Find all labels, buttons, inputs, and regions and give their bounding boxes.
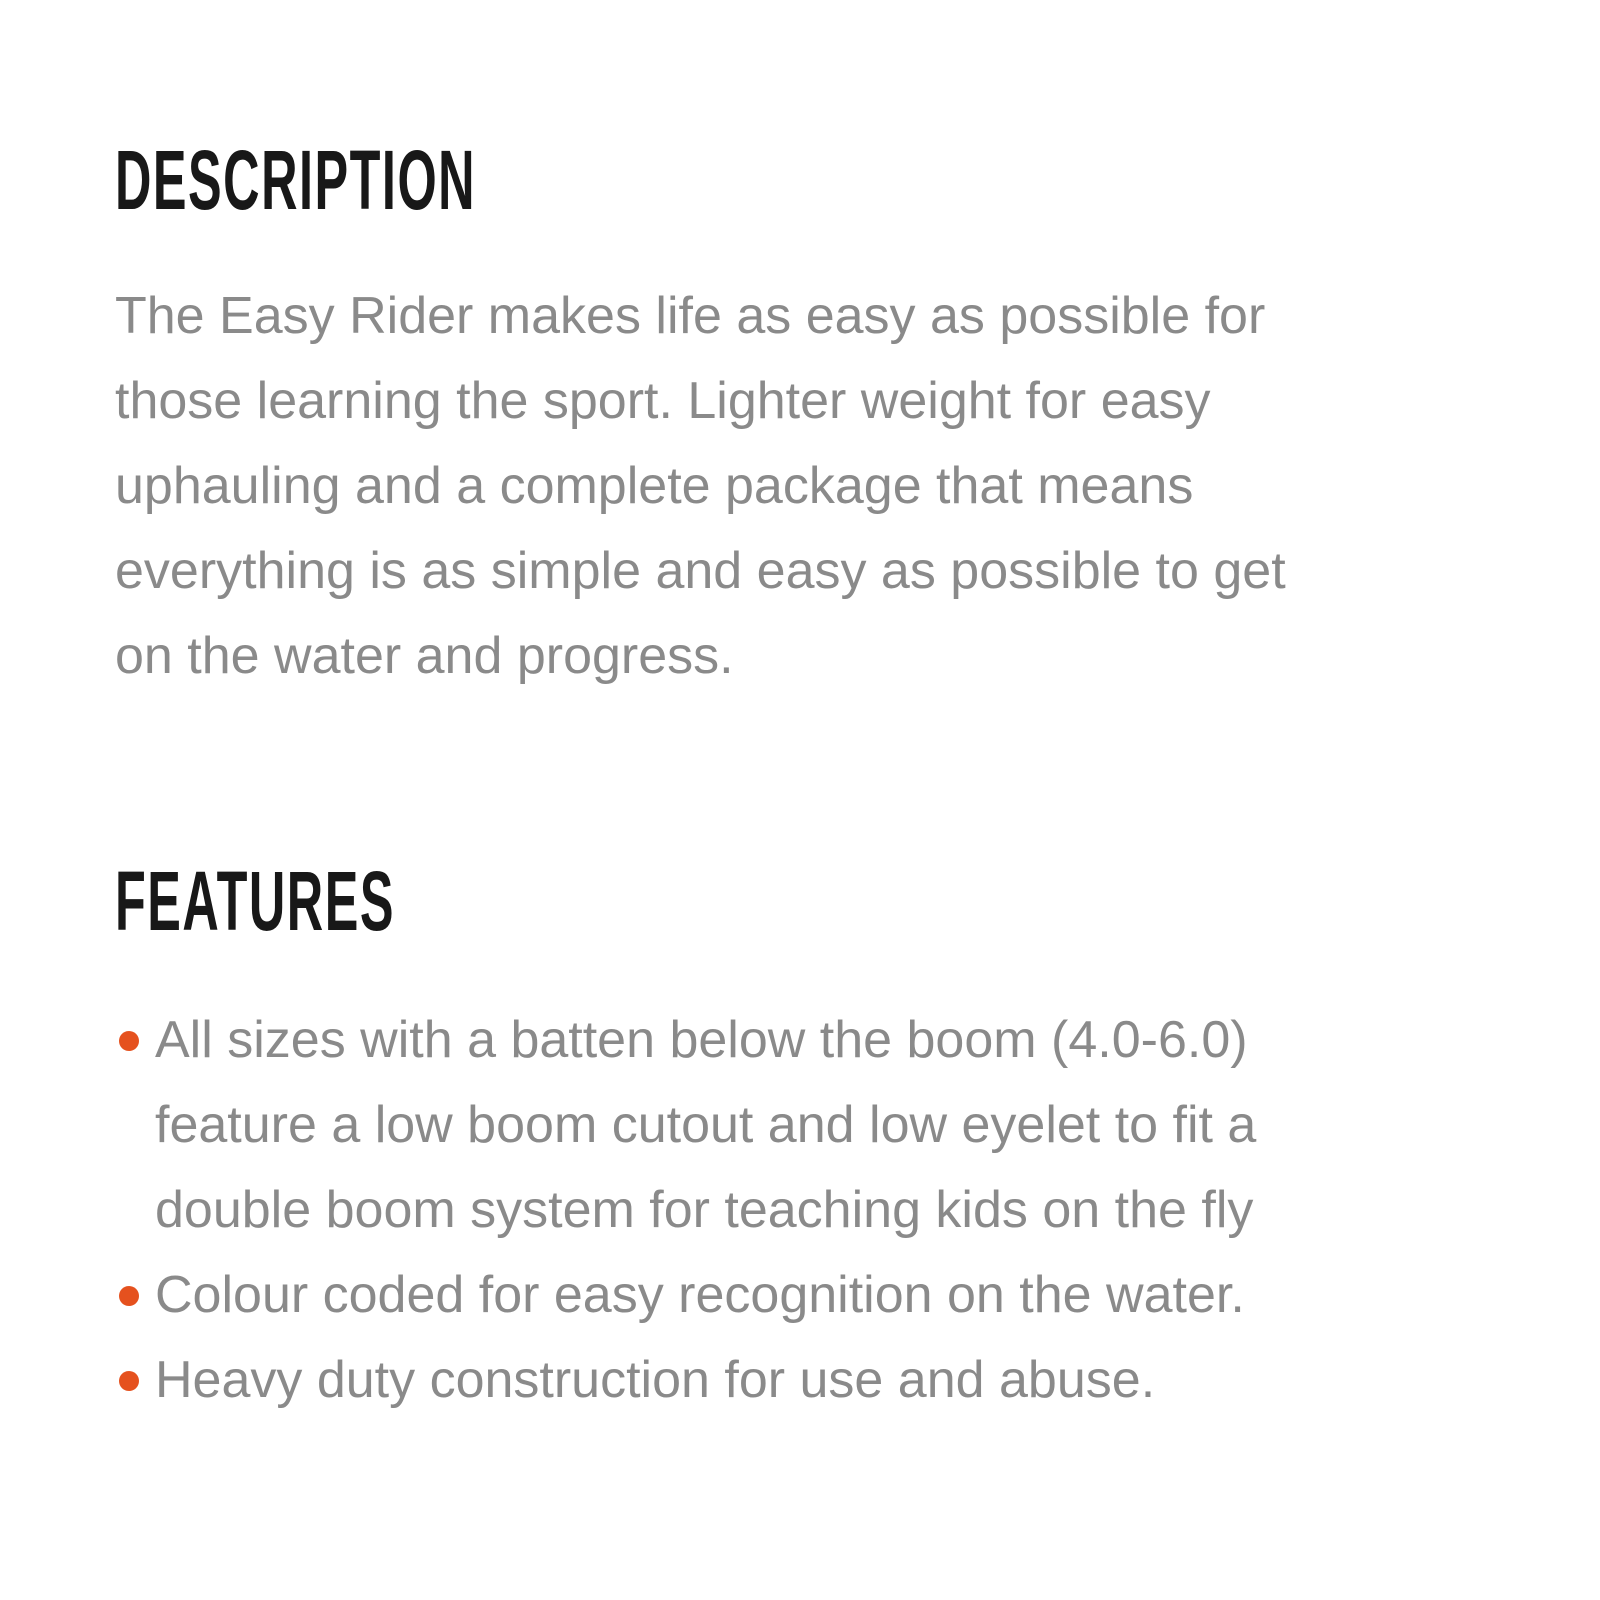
bullet-icon bbox=[119, 1371, 139, 1391]
description-paragraph: The Easy Rider makes life as easy as possible for those learning the sport. Lighter weight for easy uphauling and a complete package that means everything is as simple and easy as possible to get on the water and progress. bbox=[115, 287, 1286, 685]
features-list bbox=[115, 998, 1355, 1423]
feature-item-text: Heavy duty construction for use and abuse. bbox=[155, 1351, 1156, 1409]
feature-item-text: All sizes with a batten below the boom (4.0-6.0) feature a low boom cutout and low eyelet to fit a double boom system for teaching kids on the fly bbox=[155, 1011, 1257, 1239]
feature-item bbox=[115, 998, 1355, 1253]
bullet-icon bbox=[119, 1031, 139, 1051]
feature-item bbox=[115, 1253, 1355, 1338]
features-heading: FEATURES bbox=[115, 854, 395, 948]
description-heading: DESCRIPTION bbox=[115, 133, 477, 227]
feature-item-text: Colour coded for easy recognition on the water. bbox=[155, 1266, 1245, 1324]
content-column bbox=[0, 133, 1600, 1423]
feature-item bbox=[115, 1338, 1355, 1423]
bullet-icon bbox=[119, 1286, 139, 1306]
